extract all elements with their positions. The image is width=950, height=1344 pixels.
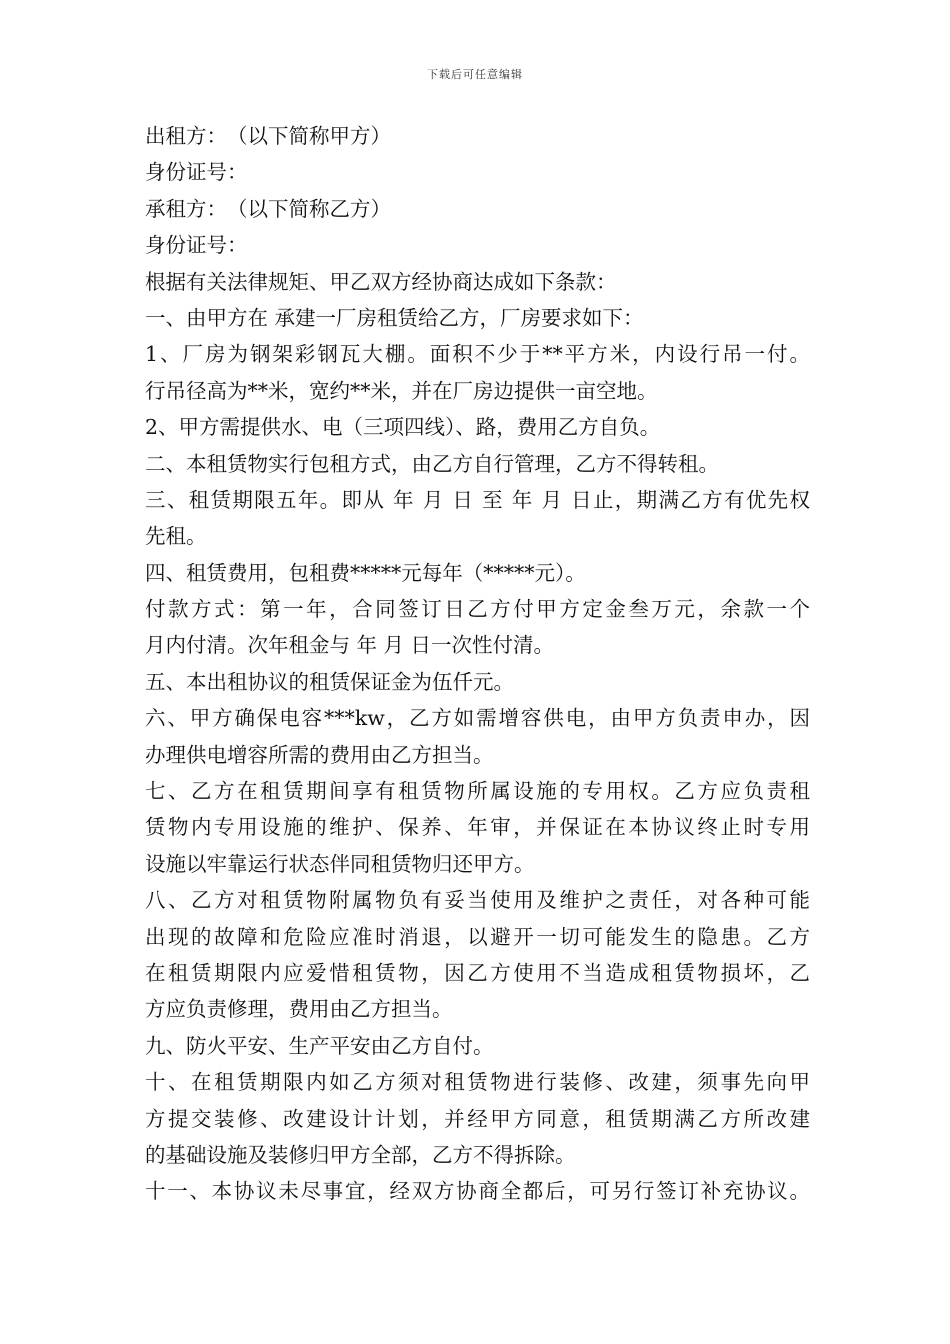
doc-line-clause-8-cont-1: 出现的故障和危险应准时消退，以避开一切可能发生的隐患。乙方 [145, 924, 810, 949]
doc-line-payment: 付款方式：第一年，合同签订日乙方付甲方定金叁万元，余款一个 [145, 597, 810, 622]
doc-line-payment-cont: 月内付清。次年租金与 年 月 日一次性付清。 [145, 633, 555, 658]
doc-line-clause-4: 四、租赁费用，包租费*****元每年（*****元）。 [145, 560, 586, 585]
doc-line-lessee-id: 身份证号： [145, 233, 248, 258]
doc-line-clause-3-cont: 先租。 [145, 524, 207, 549]
doc-line-clause-9: 九、防火平安、生产平安由乙方自付。 [145, 1033, 494, 1058]
doc-line-clause-8-cont-2: 在租赁期限内应爱惜租赁物，因乙方使用不当造成租赁物损坏，乙 [145, 960, 810, 985]
doc-line-preamble: 根据有关法律规矩、甲乙双方经协商达成如下条款： [145, 269, 617, 294]
doc-line-clause-7-cont-2: 设施以牢靠运行状态伴同租赁物归还甲方。 [145, 851, 535, 876]
doc-line-clause-5: 五、本出租协议的租赁保证金为伍仟元。 [145, 669, 514, 694]
doc-line-lessor-id: 身份证号： [145, 160, 248, 185]
doc-line-lessor: 出租方： （以下简称甲方） [145, 124, 391, 148]
doc-line-clause-6-cont: 办理供电增容所需的费用由乙方担当。 [145, 742, 494, 767]
doc-line-clause-1-item-1-cont: 行吊径高为**米，宽约**米，并在厂房边提供一亩空地。 [145, 378, 658, 403]
doc-line-clause-6: 六、甲方确保电容***kw，乙方如需增容供电，由甲方负责申办，因 [145, 706, 810, 731]
doc-line-lessee: 承租方： （以下简称乙方） [145, 196, 391, 221]
page-header: 下载后可任意编辑 [427, 68, 523, 81]
doc-line-clause-2: 二、本租赁物实行包租方式，由乙方自行管理，乙方不得转租。 [145, 451, 719, 476]
doc-line-clause-3: 三、租赁期限五年。即从 年 月 日 至 年 月 日止，期满乙方有优先权 [145, 487, 810, 512]
doc-line-clause-1: 一、由甲方在 承建一厂房租赁给乙方，厂房要求如下： [145, 305, 644, 330]
doc-line-clause-1-item-1: 1、厂房为钢架彩钢瓦大棚。面积不少于**平方米，内设行吊一付。 [145, 342, 810, 367]
doc-line-clause-11: 十一、本协议未尽事宜，经双方协商全都后，可另行签订补充协议。 [145, 1179, 810, 1204]
document-body [145, 118, 810, 1210]
doc-line-clause-8: 八、乙方对租赁物附属物负有妥当使用及维护之责任，对各种可能 [145, 888, 810, 913]
doc-line-clause-10-cont-2: 的基础设施及装修归甲方全部，乙方不得拆除。 [145, 1142, 576, 1167]
doc-line-clause-7-cont-1: 赁物内专用设施的维护、保养、年审，并保证在本协议终止时专用 [145, 815, 810, 840]
doc-line-clause-8-cont-3: 方应负责修理，费用由乙方担当。 [145, 997, 453, 1022]
doc-line-clause-10: 十、在租赁期限内如乙方须对租赁物进行装修、改建，须事先向甲 [145, 1070, 810, 1095]
doc-line-clause-7: 七、乙方在租赁期间享有租赁物所属设施的专用权。乙方应负责租 [145, 779, 810, 804]
doc-line-clause-1-item-2: 2、甲方需提供水、电（三项四线）、路，费用乙方自负。 [145, 415, 661, 440]
doc-line-clause-10-cont-1: 方提交装修、改建设计计划，并经甲方同意，租赁期满乙方所改建 [145, 1106, 810, 1131]
